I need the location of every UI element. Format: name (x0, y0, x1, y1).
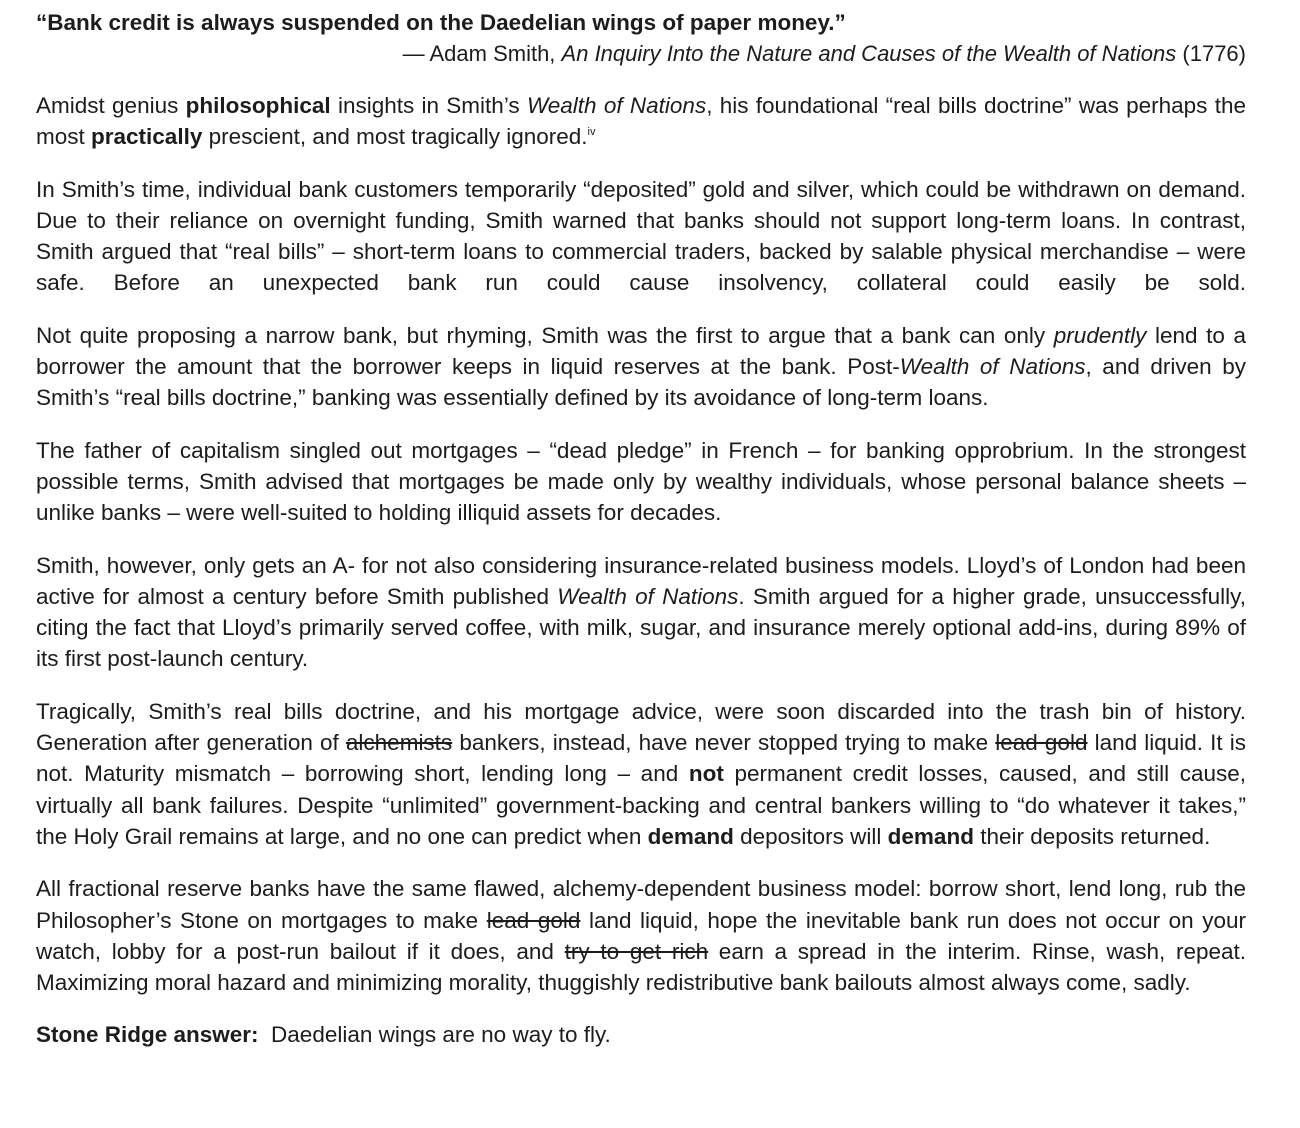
text-run: insights in Smith’s (330, 93, 527, 118)
text-run: lend to a borrower the amount that the borrower keeps in liquid reserves at the bank. Post- (36, 322, 1246, 380)
paragraph-2: In Smith’s time, individual bank customers temporarily “deposited” gold and silver, which could be withdrawn on demand. Due to their reliance on overnight funding, Smith warned that banks should not support long-term loans. In contrast, Smith argued that “real bills” – short-term loans to commercial traders, backed by salable physical merchandise – were safe. Before an unexpected bank run could cause insolvency, collateral could easily be sold. (36, 176, 1246, 296)
text-run: All fractional reserve banks have the same flawed, alchemy-dependent business model: borrow short, lend long, rub the Philosopher’s Stone on mortgages to make (36, 876, 1246, 933)
strikethrough-run: lead gold (486, 907, 581, 933)
stone-ridge-answer (36, 1019, 1246, 1050)
text-run: permanent credit losses, caused, and still cause, virtually all bank failures. Despite “unlimited” government-backing and central bankers willing to “do whatever it takes,” the Holy Grail remains at large, and no one can predict when (36, 761, 1247, 849)
text-run: depositors will (733, 823, 888, 849)
text-run: Smith, however, only gets an A- for not also considering insurance-related business models. Lloyd’s of London had been active for almost a century before Smith published (36, 552, 1246, 609)
text-run: their deposits returned. (973, 823, 1211, 849)
paragraph-7 (36, 873, 1246, 998)
attribution-prefix: — Adam Smith, (402, 41, 562, 66)
text-run: . Smith argued for a higher grade, unsuccessfully, citing the fact that Lloyd’s primarily served coffee, with milk, sugar, and insurance merely optional add-ins, during 89% of its first post-launch century. (36, 583, 1246, 672)
epigraph-attribution (36, 40, 1246, 68)
text-run: , his foundational “real bills doctrine” was perhaps the most (36, 93, 1246, 150)
paragraph-3 (36, 320, 1246, 414)
text-run: land liquid. It is not. Maturity mismatch – borrowing short, lending long – and (36, 730, 1246, 787)
strikethrough-run: try to get rich (564, 938, 709, 964)
text-run: Amidst genius (36, 93, 186, 118)
bold-run: demand (647, 823, 734, 849)
italic-run: prudently (1053, 322, 1147, 348)
footnote-marker[interactable]: iv (587, 126, 596, 139)
italic-run: Wealth of Nations (526, 93, 707, 118)
attribution-year: (1776) (1176, 41, 1246, 66)
paragraph-6 (36, 696, 1246, 852)
paragraph-1 (36, 90, 1246, 153)
bold-run: practically (91, 124, 203, 150)
text-run: land liquid, hope the inevitable bank run does not occur on your watch, lobby for a post-run bailout if it does, and (36, 907, 1246, 964)
bold-run: not (688, 761, 724, 787)
text-run: bankers, instead, have never stopped trying to make (452, 730, 996, 756)
strikethrough-run: alchemists (345, 730, 453, 756)
text-run: Tragically, Smith’s real bills doctrine, and his mortgage advice, were soon discarded into the trash bin of history. Generation after generation of (36, 698, 1246, 756)
paragraph-5 (36, 550, 1246, 675)
italic-run: Wealth of Nations (557, 583, 739, 609)
bold-run: demand (887, 823, 974, 849)
bold-run: philosophical (185, 93, 331, 118)
text-run: , and driven by Smith’s “real bills doctrine,” banking was essentially defined by its avoidance of long-term loans. (36, 354, 1246, 411)
strikethrough-run: lead gold (995, 730, 1088, 756)
italic-run: Wealth of Nations (899, 354, 1086, 380)
answer-label: Stone Ridge answer: (36, 1022, 259, 1048)
attribution-book-title: An Inquiry Into the Nature and Causes of the Wealth of Nations (561, 41, 1177, 66)
paragraph-4: The father of capitalism singled out mortgages – “dead pledge” in French – for banking opprobrium. In the strongest possible terms, Smith advised that mortgages be made only by wealthy individuals, whose personal balance sheets – unlike banks – were well-suited to holding illiquid assets for decades. (36, 437, 1246, 526)
epigraph-quote: “Bank credit is always suspended on the Daedelian wings of paper money.” (36, 10, 846, 35)
answer-text: Daedelian wings are no way to fly. (258, 1022, 611, 1048)
text-run: earn a spread in the interim. Rinse, wash, repeat. Maximizing moral hazard and minimizing morality, thuggishly redistributive bank bailouts almost always come, sadly. (36, 938, 1247, 996)
text-run: prescient, and most tragically ignored. (202, 124, 588, 150)
text-run: Not quite proposing a narrow bank, but rhyming, Smith was the first to argue that a bank can only (36, 322, 1054, 348)
